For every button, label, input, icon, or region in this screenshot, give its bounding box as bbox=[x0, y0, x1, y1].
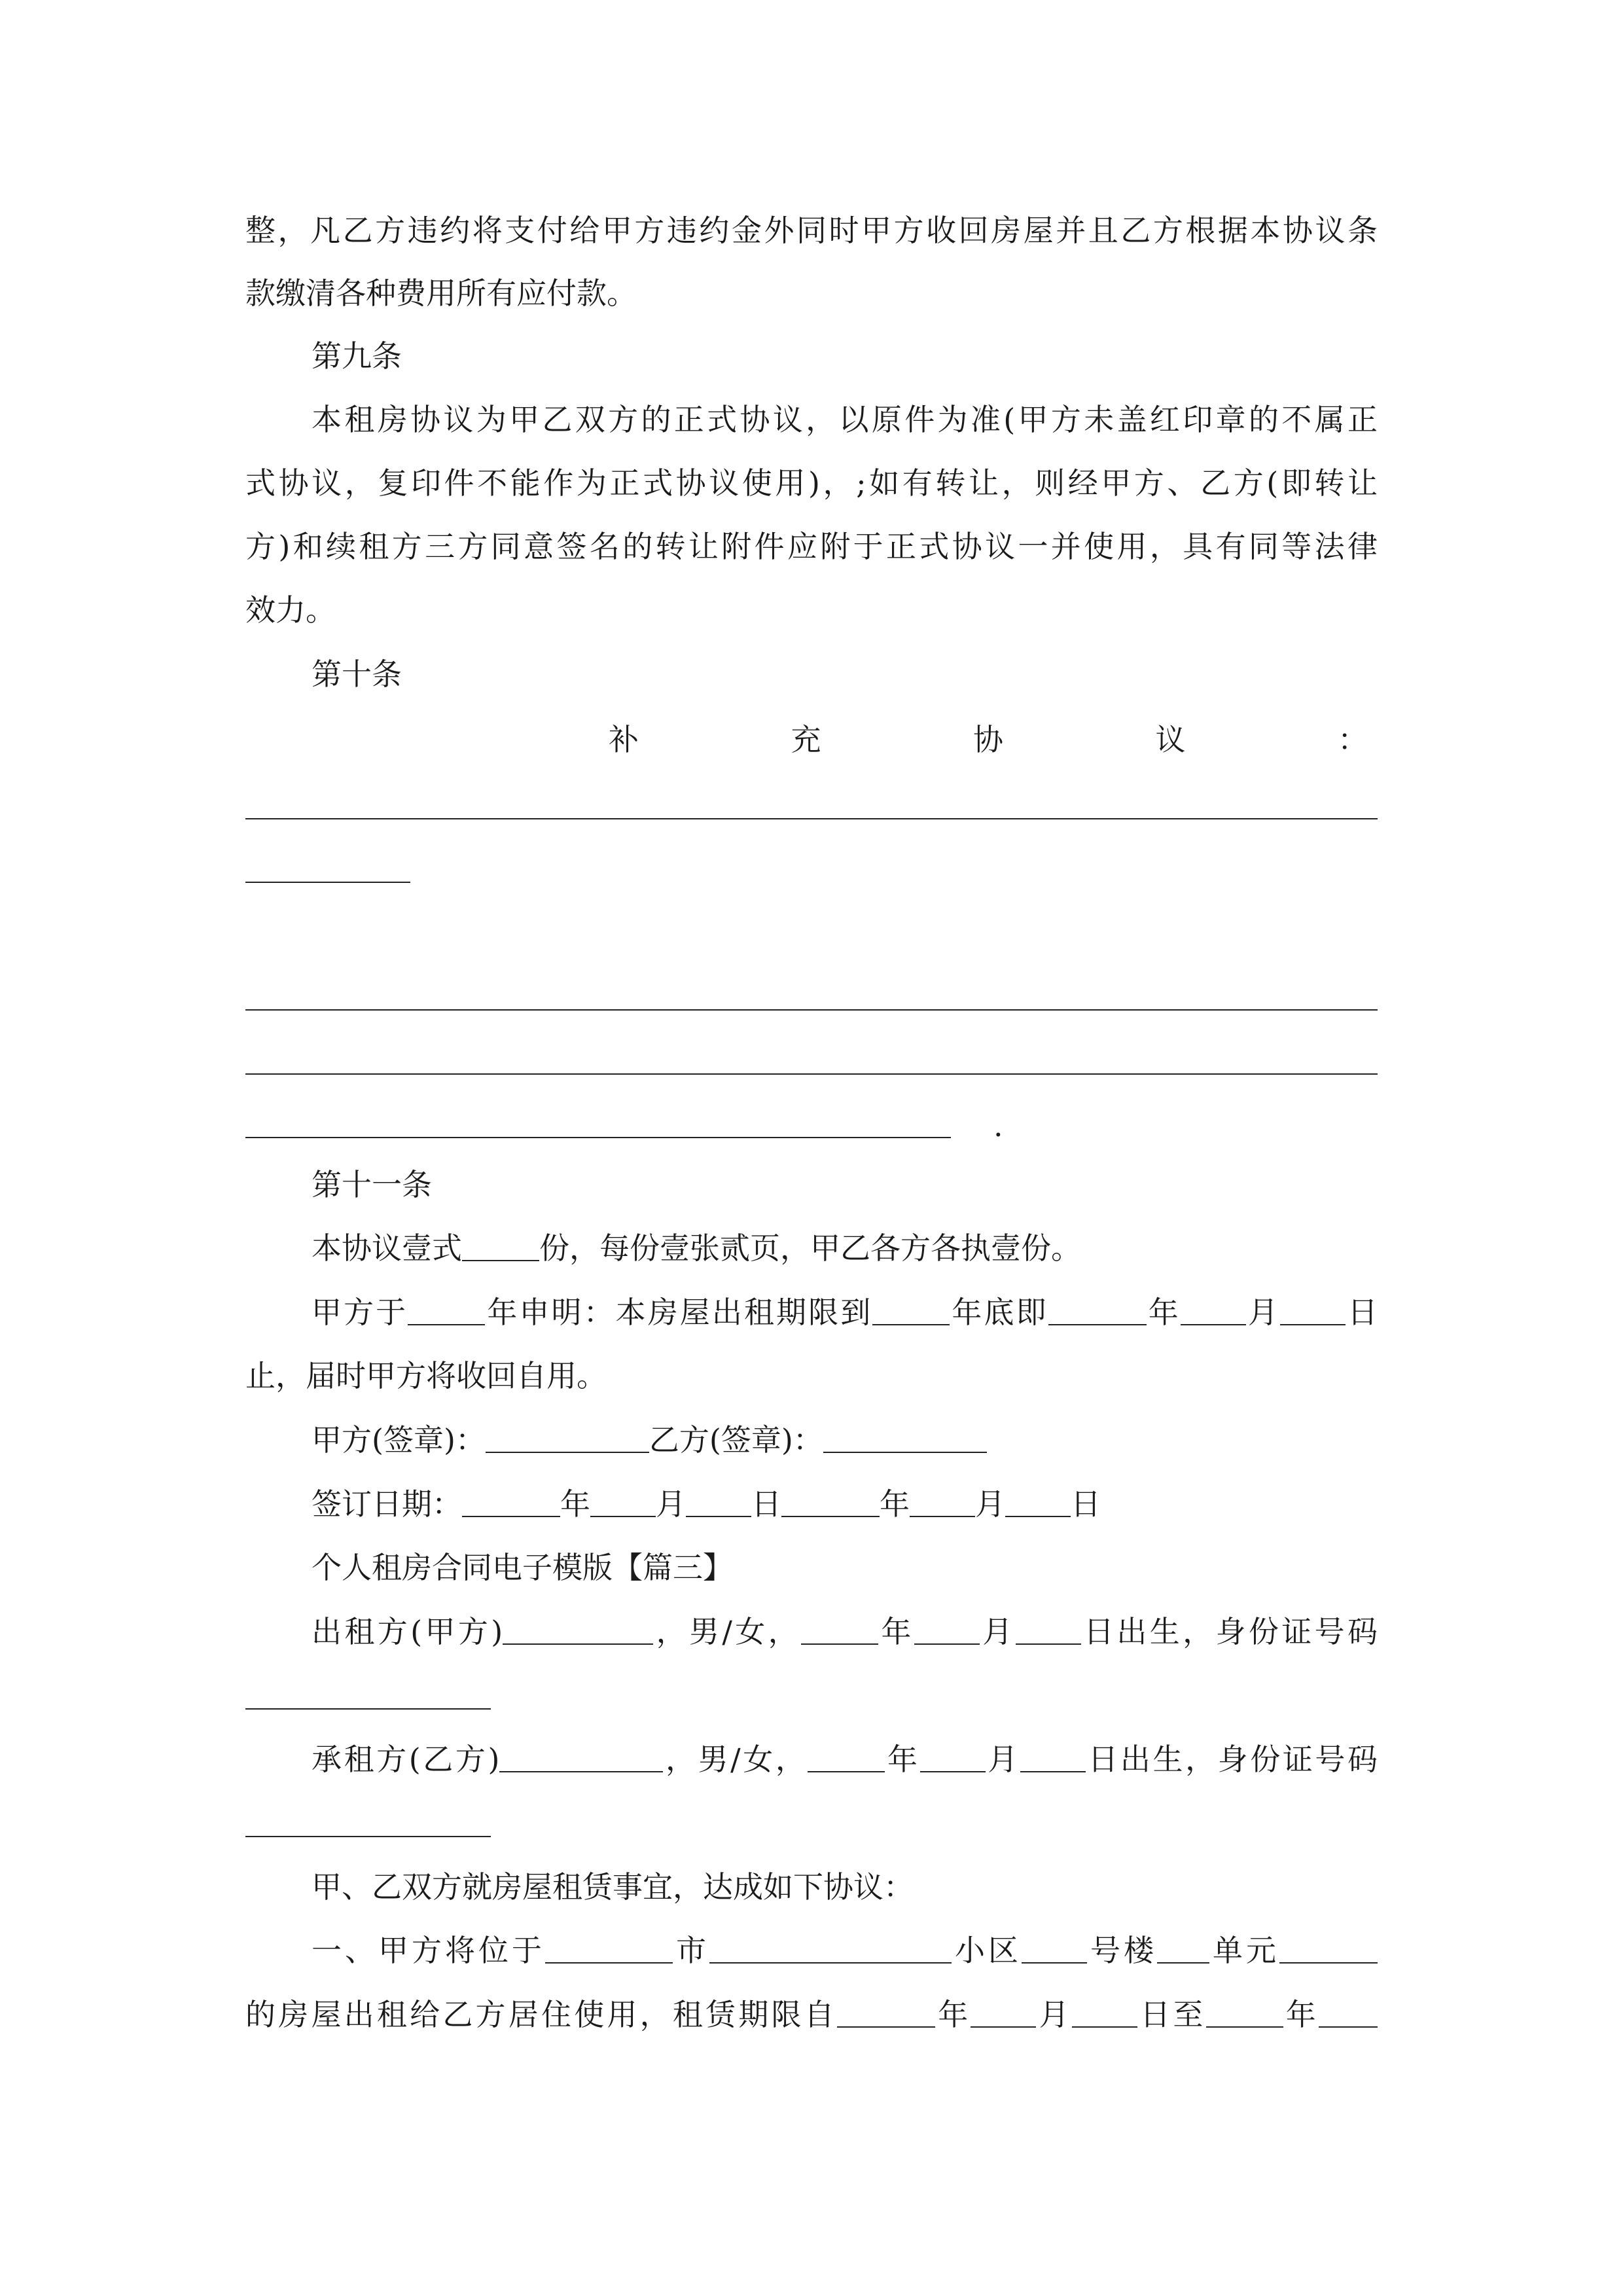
sign-date-line bbox=[312, 1484, 1378, 1524]
lessee-b: ，男/女， bbox=[663, 1742, 808, 1777]
lessee-m: 月 bbox=[985, 1742, 1020, 1777]
lease-start-year-blank[interactable] bbox=[837, 1995, 935, 2028]
declare-year-blank[interactable] bbox=[408, 1293, 485, 1325]
para8-line2: 款缴清各种费用所有应付款。 bbox=[245, 276, 637, 311]
lease-start-month-blank[interactable] bbox=[971, 1995, 1036, 2028]
declare-a: 甲方于 bbox=[312, 1295, 408, 1330]
city-blank[interactable] bbox=[545, 1931, 673, 1964]
sign-date-d2: 日 bbox=[1071, 1486, 1101, 1522]
supp-char-4: 议 bbox=[1155, 722, 1186, 757]
party-b-sign-blank[interactable] bbox=[823, 1420, 987, 1453]
sign-date-m1: 月 bbox=[656, 1486, 686, 1522]
sign-date-d1: 日 bbox=[751, 1486, 781, 1522]
lessor-birth-year-blank[interactable] bbox=[801, 1612, 878, 1645]
supplement-end-mark: . bbox=[993, 1108, 1003, 1143]
end-year-blank[interactable] bbox=[1048, 1293, 1147, 1325]
lessor-y: 年 bbox=[878, 1614, 914, 1649]
lessor-b: ，男/女， bbox=[653, 1614, 802, 1649]
item1-line1 bbox=[312, 1931, 1378, 1970]
supplement-blank-line-5[interactable] bbox=[245, 1137, 951, 1138]
item1-d: 号楼 bbox=[1087, 1933, 1157, 1968]
para8-line1: 整，凡乙方违约将支付给甲方违约金外同时甲方收回房屋并且乙方根据本协议条 bbox=[245, 213, 1378, 248]
lessee-c: 日出生，身份证号码 bbox=[1085, 1742, 1378, 1777]
supp-char-3: 协 bbox=[973, 722, 1003, 757]
item1-j: 年 bbox=[1283, 1997, 1319, 2032]
room-blank[interactable] bbox=[1279, 1931, 1378, 1964]
agreement-intro: 甲、乙双方就房屋租赁事宜，达成如下协议： bbox=[312, 1869, 914, 1905]
article-9-line4: 效力。 bbox=[245, 592, 336, 628]
lessee-birth-month-blank[interactable] bbox=[920, 1740, 986, 1772]
copies-text-a: 本协议壹式 bbox=[312, 1230, 462, 1266]
lessee-a: 承租方(乙方) bbox=[312, 1742, 500, 1777]
party-b-sign-label: 乙方(签章)： bbox=[649, 1422, 823, 1458]
declare-line bbox=[312, 1293, 1378, 1332]
sign-date-year-1[interactable] bbox=[462, 1484, 560, 1517]
article-11-heading: 第十一条 bbox=[312, 1167, 432, 1202]
signature-line bbox=[312, 1420, 1378, 1460]
item1-h: 月 bbox=[1036, 1997, 1072, 2032]
part3-title: 个人租房合同电子模版【篇三】 bbox=[312, 1550, 733, 1585]
sign-date-label: 签订日期： bbox=[312, 1486, 462, 1522]
end-month-blank[interactable] bbox=[1181, 1293, 1246, 1325]
supp-char-2: 充 bbox=[791, 722, 821, 757]
item1-e: 单元 bbox=[1209, 1933, 1279, 1968]
item1-f: 的房屋出租给乙方居住使用，租赁期限自 bbox=[245, 1997, 837, 2032]
supplement-blank-line-2[interactable] bbox=[245, 882, 410, 883]
supplement-blank-line-1[interactable] bbox=[245, 818, 1378, 819]
sign-date-month-1[interactable] bbox=[590, 1484, 656, 1517]
declare-c: 年底即 bbox=[950, 1295, 1048, 1330]
supp-char-1: 补 bbox=[609, 722, 639, 757]
item1-g: 年 bbox=[935, 1997, 971, 2032]
lessor-line bbox=[312, 1612, 1378, 1651]
supplement-blank-line-4[interactable] bbox=[245, 1073, 1378, 1075]
lessor-id-blank[interactable] bbox=[245, 1708, 491, 1710]
lessor-name-blank[interactable] bbox=[503, 1612, 653, 1645]
item1-b: 市 bbox=[673, 1933, 709, 1968]
lease-end-month-blank[interactable] bbox=[1319, 1995, 1378, 2028]
lessee-y: 年 bbox=[885, 1742, 920, 1777]
lease-end-year-blank[interactable] bbox=[1206, 1995, 1283, 2028]
sign-date-day-2[interactable] bbox=[1005, 1484, 1071, 1517]
lease-start-day-blank[interactable] bbox=[1072, 1995, 1137, 2028]
declare-e: 月 bbox=[1245, 1295, 1280, 1330]
declare-d: 年 bbox=[1146, 1295, 1181, 1330]
declare-line-2: 止，届时甲方将收回自用。 bbox=[245, 1358, 607, 1393]
lessor-m: 月 bbox=[979, 1614, 1016, 1649]
sign-date-y2: 年 bbox=[880, 1486, 910, 1522]
sign-date-y1: 年 bbox=[560, 1486, 590, 1522]
copies-count-blank[interactable] bbox=[462, 1229, 539, 1261]
lessor-birth-day-blank[interactable] bbox=[1016, 1612, 1081, 1645]
building-blank[interactable] bbox=[1022, 1931, 1087, 1964]
sign-date-month-2[interactable] bbox=[910, 1484, 975, 1517]
party-a-sign-label: 甲方(签章)： bbox=[312, 1422, 486, 1458]
sign-date-m2: 月 bbox=[975, 1486, 1005, 1522]
item1-i: 日至 bbox=[1137, 1997, 1206, 2032]
lessee-birth-day-blank[interactable] bbox=[1020, 1740, 1086, 1772]
copies-text-b: 份，每份壹张贰页，甲乙各方各执壹份。 bbox=[539, 1230, 1081, 1266]
article-9-line2: 式协议，复印件不能作为正式协议使用)，;如有转让，则经甲方、乙方(即转让 bbox=[245, 465, 1378, 501]
supp-char-5: ： bbox=[1338, 722, 1368, 757]
supplementary-agreement-label bbox=[609, 720, 1368, 759]
copies-line bbox=[312, 1229, 1378, 1268]
lessor-birth-month-blank[interactable] bbox=[914, 1612, 980, 1645]
lessee-line bbox=[312, 1740, 1378, 1779]
lessee-birth-year-blank[interactable] bbox=[808, 1740, 885, 1772]
item1-line2 bbox=[245, 1995, 1378, 2034]
party-a-sign-blank[interactable] bbox=[486, 1420, 649, 1453]
supplement-blank-line-3[interactable] bbox=[245, 1009, 1378, 1011]
lessee-name-blank[interactable] bbox=[499, 1740, 663, 1772]
item1-a: 一、甲方将位于 bbox=[312, 1933, 545, 1968]
article-9-line3: 方)和续租方三方同意签名的转让附件应附于正式协议一并使用，具有同等法律 bbox=[245, 529, 1378, 564]
sign-date-day-1[interactable] bbox=[686, 1484, 751, 1517]
community-blank[interactable] bbox=[709, 1931, 952, 1964]
declare-b: 年申明：本房屋出租期限到 bbox=[485, 1295, 873, 1330]
expiry-year-blank[interactable] bbox=[872, 1293, 950, 1325]
article-9-heading: 第九条 bbox=[312, 338, 402, 374]
lessee-id-blank[interactable] bbox=[245, 1836, 491, 1837]
item1-c: 小区 bbox=[952, 1933, 1022, 1968]
article-10-heading: 第十条 bbox=[312, 656, 402, 692]
article-9-line1: 本租房协议为甲乙双方的正式协议，以原件为准(甲方未盖红印章的不属正 bbox=[312, 402, 1378, 437]
sign-date-year-2[interactable] bbox=[781, 1484, 880, 1517]
lessor-a: 出租方(甲方) bbox=[312, 1614, 503, 1649]
unit-blank[interactable] bbox=[1157, 1931, 1209, 1964]
lessor-c: 日出生，身份证号码 bbox=[1080, 1614, 1378, 1649]
end-day-blank[interactable] bbox=[1280, 1293, 1346, 1325]
declare-f: 日 bbox=[1345, 1295, 1378, 1330]
